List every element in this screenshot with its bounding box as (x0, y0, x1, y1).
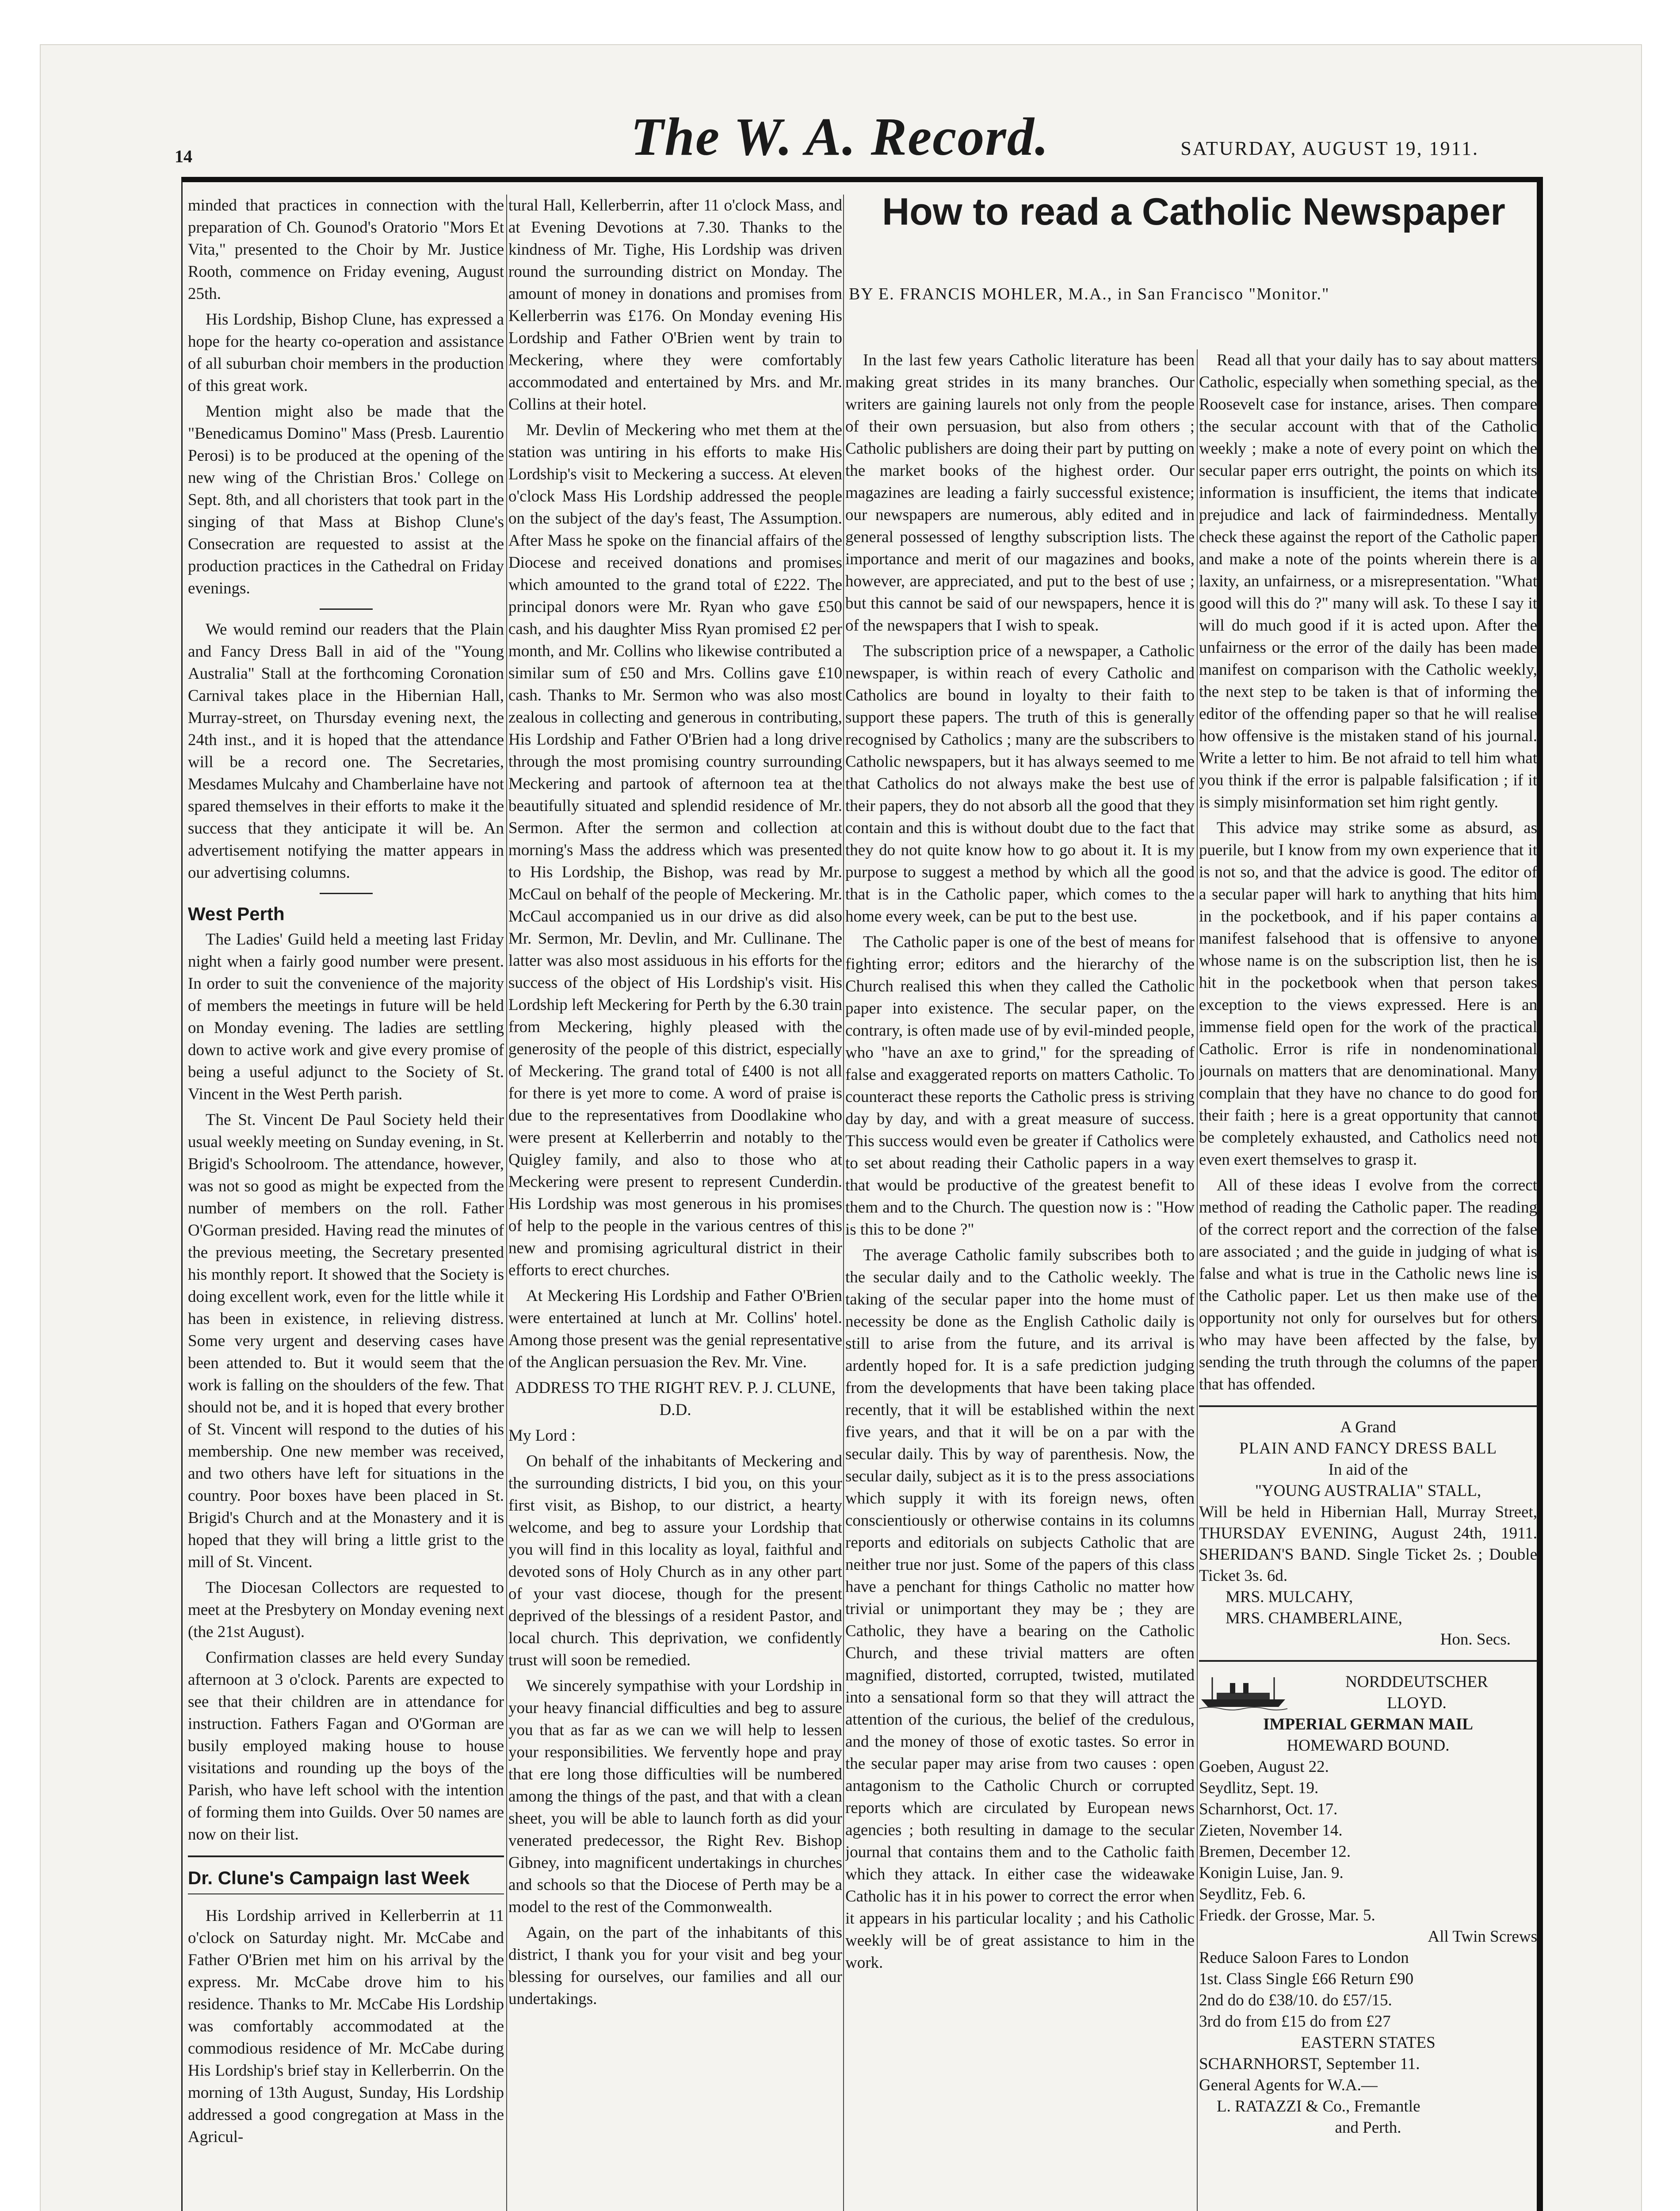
section-heading-west-perth: West Perth (188, 903, 285, 924)
divider (1199, 1660, 1537, 1662)
sailing-item: Goeben, August 22. (1199, 1758, 1329, 1776)
paragraph: We would remind our readers that the Plain and Fancy Dress Ball in aid of the "Young Australia" Stall at the forthcoming Coronation Carnival takes place in the Hibernian Hall, Murray-street, on Thursday evening next, the 24th inst., and it is hoped that the attendance will be a record one. The Secretaries, Mesdames Mulcahy and Chamberlaine have not spared themselves in their efforts to make it the success that they anticipate it will be. An advertisement notifying the matter appears in our advertising columns. (188, 620, 504, 882)
ad-line: In aid of the (1328, 1461, 1408, 1479)
paragraph: The average Catholic family subscribes both to the secular daily and to the Catholic weekly. The taking of the secular paper into the home must of necessity be done as the English Catholic daily is still to arise from the future, and its arrival is ardently hoped for. It is a safe prediction judging from the developments that have been taking place recently, that it will be established within the next five years, and that it will be on a par with the secular daily. This by way of parenthesis. Now, the secular daily, subject as it is to the press associations which supply it with its foreign news, often conscientiously or otherwise contains in its columns reports and editorials on subjects Catholic that are neither true nor just. Some of the papers of this class have a penchant for things Catholic no matter how trivial or unimportant they may be ; they are Catholic, they have a bearing on the Catholic Church, and these trivial matters are often magnified, distorted, corrupted, twisted, mutilated into a sensational form so that they will attract the attention of the curious, the belief of the credulous, and the money of those of exotic tastes. So error in the secular paper may arise from two causes : open antagonism to the Catholic Church or corrupted reports which are circulated by European news agencies ; both resulting in damage to the secular journal that contains them and to the Catholic faith which they attack. In either case the wideawake Catholic has it in his power to correct the error when it appears in his particular locality ; and his Catholic weekly will be of great assistance to him in the work. (845, 1246, 1195, 1972)
address-heading: ADDRESS TO THE RIGHT REV. P. J. CLUNE, D.D. (515, 1379, 836, 1419)
ad-line: "YOUNG AUSTRALIA" STALL, (1255, 1482, 1481, 1500)
paragraph: The St. Vincent De Paul Society held their usual weekly meeting on Sunday evening, in St. Brigid's Schoolroom. The attendance, however, was not so good as might be expected from the number of members on the roll. Father O'Gorman presided. Having read the minutes of the previous meeting, the Secretary presented his monthly report. It showed that the Society is doing excellent work, even for the little while it has been in existence, in relieving distress. Some very urgent and deserving cases have been attended to. But it would seem that the work is falling on the shoulders of the few. That should not be, and it is hoped that every brother of St. Vincent will respond to the duties of his membership. One new member was received, and two others have left for situations in the country. Poor boxes have been placed in St. Brigid's Church and at the Monastery and it is hoped that they will bring a little grist to the mill of St. Vincent. (188, 1111, 504, 1571)
paragraph: His Lordship arrived in Kellerberrin at 11 o'clock on Saturday night. Mr. McCabe and Father O'Brien met him on his arrival by the express. Mr. McCabe drove him to his residence. Thanks to Mr. McCabe His Lordship was comfortably accommodated at the commodious residence of Mr. McCabe during His Lordship's brief stay in Kellerberrin. On the morning of 13th August, Sunday, His Lordship addressed a good congregation at Mass in the Agricul- (188, 1907, 504, 2146)
column-rule (843, 195, 844, 2211)
paragraph: minded that practices in connection with the preparation of Ch. Gounod's Oratorio "Mors Et Vita," presented to the Choir by Mr. Justice Rooth, commence on Friday evening, August 25th. (188, 196, 504, 303)
paragraph: This advice may strike some as absurd, as puerile, but I know from my own experience that it is not so, and that the advice is good. The editor of a secular paper will hark to anything that hits him in the pocketbook, and if his paper contains a manifest falsehood that is offensive to anyone whose name is on the subscription list, then he is hit in the pocketbook when that person takes exception to the views expressed. Here is an immense field open for the work of the practical Catholic. Error is rife in nondenominational journals on matters that are denominational. Many complain that they have no chance to do good for their faith ; here is a great opportunity that cannot be completely exhausted, and Catholics need not even exert themselves to grasp it. (1199, 819, 1537, 1169)
ad-secretary: MRS. MULCAHY, (1226, 1588, 1353, 1606)
article-headline: How to read a Catholic Newspaper (882, 191, 1505, 233)
steamship-icon (1199, 1675, 1287, 1710)
column-2 (508, 195, 842, 2211)
agent-name: L. RATAZZI & Co., Fremantle (1217, 2097, 1420, 2115)
article-byline: BY E. FRANCIS MOHLER, M.A., in San Francisco "Monitor." (849, 285, 1330, 303)
ad-line: A Grand (1340, 1418, 1396, 1436)
fare-line: 3rd do from £15 do from £27 (1199, 2012, 1391, 2031)
paragraph: Read all that your daily has to say about matters Catholic, especially when something special, as the Roosevelt case for instance, arises. Then compare the secular account with that of the Catholic weekly ; make a note of every point on which the secular paper errs outright, the points on which its information is insufficient, the items that indicate prejudice and lack of fairmindedness. Mentally check these against the report of the Catholic paper and make a note of the points wherein there is a laxity, an unfairness, or a misrepresentation. "What good will this do ?" many will ask. To these I say it will do much good if it is acted upon. After the unfairness or the error of the daily has been made manifest on comparison with the Catholic weekly, the next step to be taken is that of informing the editor of the offending paper so that he will realise how offensive is the mistaken stand of his journal. Write a letter to him. Be not afraid to tell him what you think if the error is palpable falsification ; if it is simply misinformation set him right gently. (1199, 351, 1537, 811)
agent-city: and Perth. (1335, 2119, 1401, 2137)
paragraph: His Lordship, Bishop Clune, has expressed a hope for the hearty co-operation and assistance of all suburban choir members in the production of this great work. (188, 310, 504, 395)
company-name: LLOYD. (1387, 1694, 1447, 1712)
ad-secretary: MRS. CHAMBERLAINE, (1226, 1609, 1402, 1627)
eastern-states-heading: EASTERN STATES (1301, 2034, 1436, 2052)
fare-line: 1st. Class Single £66 Return £90 (1199, 1970, 1414, 1988)
fare-line: Reduce Saloon Fares to London (1199, 1949, 1409, 1967)
paragraph: Mr. Devlin of Meckering who met them at the station was untiring in his efforts to make His Lordship's visit to Meckering a success. At eleven o'clock Mass His Lordship addressed the people on the subject of the day's feast, The Assumption. After Mass he spoke on the financial affairs of the Diocese and received donations and promises which amounted to the grand total of £222. The principal donors were Mr. Ryan who gave £50 cash, and his daughter Miss Ryan promised £2 per month, and Mr. Collins who likewise contributed a similar sum of £50 and Mrs. Collins gave £10 cash. Thanks to Mr. Sermon who was also most zealous in collecting and generous in contributing, His Lordship and Father O'Brien had a long drive through the most promising country surrounding Meckering and partook of afternoon tea at the beautifully situated and splendid residence of Mr. Sermon. After the sermon and collection at morning's Mass the address which was presented to His Lordship, the Bishop, was read by Mr. McCaul on behalf of the people of Meckering. Mr. McCaul accompanied us in our drive as did also Mr. Sermon, Mr. Devlin, and Mr. Cullinane. The latter was also most assiduous in his efforts for the success of the object of His Lordship's visit. His Lordship left Meckering for Perth by the 6.30 train from Meckering, highly pleased with the generosity of the people of this district, especially of Meckering. The grand total of £400 is not all for there is yet more to come. A word of praise is due to the representatives from Doodlakine who were present at Kellerberrin and notably to the Quigley family, and also to those who at Meckering were present to represent Cunderdin. His Lordship was most generous in his promises of help to the people in the various centres of this new and promising agricultural district in their efforts to erect churches. (508, 421, 842, 1279)
masthead: The W. A. Record. (630, 107, 1050, 167)
divider (320, 608, 373, 610)
paragraph: On behalf of the inhabitants of Meckering and the surrounding districts, I bid you, on this your first visit, as Bishop, to our district, a hearty welcome, and beg to assure your Lordship that you will find in this locality as loyal, faithful and devoted sons of Holy Church as in any other part of your vast diocese, though for the present deprived of the blessings of a resident Pastor, and local church. This deprivation, we confidently trust will soon be remedied. (508, 1452, 842, 1669)
sailing-item: Seydlitz, Sept. 19. (1199, 1779, 1319, 1797)
service-title: IMPERIAL GERMAN MAIL (1263, 1715, 1473, 1733)
fare-line: 2nd do do £38/10. do £57/15. (1199, 1991, 1392, 2009)
divider (320, 893, 373, 894)
page-number: 14 (175, 146, 192, 166)
agents-line: General Agents for W.A.— (1199, 2076, 1378, 2094)
paragraph: Mention might also be made that the "Benedicamus Domino" Mass (Presb. Laurentio Perosi) is to be produced at the opening of the new wing of the Christian Bros.' College on Sept. 8th, and all choristers that took part in the singing of that Mass at Bishop Clune's Consecration are requested to assist at the production practices in the Cathedral on Friday evenings. (188, 402, 504, 597)
ad-line: Hon. Secs. (1440, 1630, 1511, 1649)
paragraph: In the last few years Catholic literature has been making great strides in its many branches. Our writers are gaining laurels not only from the people of their own persuasion, but also from others ; Catholic publishers are doing their part by putting on the market books of the highest order. Our magazines are leading a fairly successful existence; our newspapers are numerous, ably edited and in general possessed of lengthy subscription lists. The importance and merit of our magazines and books, however, are appreciated, and put to the best of use ; but this cannot be said of our newspapers, hence it is of the newspapers that I wish to speak. (845, 351, 1195, 635)
ad-title: PLAIN AND FANCY DRESS BALL (1239, 1439, 1497, 1457)
column-rule (1197, 349, 1198, 2211)
paragraph: All of these ideas I evolve from the correct method of reading the Catholic paper. The reading of the correct report and the correction of the false are associated ; and the guide in judging of what is false and what is true in the Catholic news line is the Catholic paper. Let us then make use of the opportunity not only for ourselves but for others who may have been affected by the false, by sending the truth through the columns of the paper that has offended. (1199, 1176, 1537, 1393)
paragraph: The Catholic paper is one of the best of means for fighting error; editors and the hierarchy of the Church realised this when they called the Catholic paper into existence. The secular paper, on the contrary, is often made use of by evil-minded people, who "have an axe to grind," for the spreading of false and exaggerated reports on matters Catholic. To counteract these reports the Catholic press is striving day by day, and with a great measure of success. This success would even be greater if Catholics were to set about reading their Catholic papers in a way that would be productive of the greatest benefit to them and to the Church. The question now is : "How is this to be done ?" (845, 933, 1195, 1239)
sailing-item: Scharnhorst, Oct. 17. (1199, 1800, 1338, 1818)
issue-date: SATURDAY, AUGUST 19, 1911. (1180, 138, 1479, 159)
column-4 (1199, 349, 1537, 2211)
dress-ball-advertisement (1199, 1417, 1537, 1650)
company-name: NORDDEUTSCHER (1345, 1673, 1488, 1691)
paragraph: At Meckering His Lordship and Father O'Brien were entertained at lunch at Mr. Collins' hotel. Among those present was the genial representative of the Anglican persuasion the Rev. Mr. Vine. (508, 1287, 842, 1371)
eastern-sailing: SCHARNHORST, September 11. (1199, 2055, 1420, 2073)
section-heading-campaign: Dr. Clune's Campaign last Week (188, 1867, 470, 1888)
column-3 (845, 349, 1195, 2211)
sailing-item: Friedk. der Grosse, Mar. 5. (1199, 1906, 1375, 1924)
shipping-advertisement (1199, 1672, 1537, 2138)
sailing-item: Konigin Luise, Jan. 9. (1199, 1864, 1344, 1882)
column-rule (506, 195, 507, 2211)
paragraph: tural Hall, Kellerberrin, after 11 o'clock Mass, and at Evening Devotions at 7.30. Thanks to the kindness of Mr. Tighe, His Lordship was driven round the surrounding district on Monday. The amount of money in donations and promises from Kellerberrin was £176. On Monday evening His Lordship and Father O'Brien went by train to Meckering, where they were comfortably accommodated and entertained by Mrs. and Mr. Collins at their hotel. (508, 196, 842, 413)
direction-title: HOMEWARD BOUND. (1287, 1737, 1450, 1755)
divider (1199, 1405, 1537, 1407)
sailing-item: Seydlitz, Feb. 6. (1199, 1885, 1306, 1903)
salutation: My Lord : (508, 1427, 576, 1445)
ad-details: Will be held in Hibernian Hall, Murray Street, THURSDAY EVENING, August 24th, 1911. SHERIDAN'S BAND. Single Ticket 2s. ; Double Ticket 3s. 6d. (1199, 1503, 1537, 1585)
paragraph: The Diocesan Collectors are requested to meet at the Presbytery on Monday evening next (the 21st August). (188, 1579, 504, 1641)
twin-screws-note: All Twin Screws (1428, 1928, 1537, 1946)
divider (188, 1855, 504, 1857)
paragraph: Again, on the part of the inhabitants of this district, I thank you for your visit and beg your blessing for ourselves, our families and all our undertakings. (508, 1924, 842, 2008)
sailing-item: Bremen, December 12. (1199, 1843, 1351, 1861)
paragraph: Confirmation classes are held every Sunday afternoon at 3 o'clock. Parents are expected to see that their children are in attendance for instruction. Fathers Fagan and O'Gorman are busily employed making house to house visitations and rounding up the boys of the Parish, who have left school with the intention of forming them into Guilds. Over 50 names are now on their list. (188, 1649, 504, 1844)
paragraph: The Ladies' Guild held a meeting last Friday night when a fairly good number were present. In order to suit the convenience of the majority of members the meetings in future will be held on Monday evening. The ladies are settling down to active work and give every promise of being a useful adjunct to the Society of St. Vincent in the West Perth parish. (188, 930, 504, 1103)
column-1 (188, 195, 504, 2211)
paragraph: We sincerely sympathise with your Lordship in your heavy financial difficulties and beg to assure you that as far as we can we will help to lessen your responsibilities. We fervently hope and pray that ere long those difficulties will be numbered among the things of the past, and that with a clean sheet, you will be able to launch forth as did your venerated predecessor, the Right Rev. Bishop Gibney, into magnificent undertakings in churches and schools so that the Diocese of Perth may be a model to the rest of the Commonwealth. (508, 1677, 842, 1916)
sailing-item: Zieten, November 14. (1199, 1821, 1343, 1840)
paragraph: The subscription price of a newspaper, a Catholic newspaper, is within reach of every Catholic and Catholics are bound in loyalty to their faith to support these papers. The truth of this is generally recognised by Catholics ; many are the subscribers to Catholic newspapers, but it has always seemed to me that Catholics do not always make the best use of their papers, they do not absorb all the good that they contain and this is without doubt due to the fact that they do not quite know how to go about it. It is my purpose to suggest a method by which all the good that is in the Catholic paper, which comes to the home every week, can be put to the best use. (845, 642, 1195, 926)
